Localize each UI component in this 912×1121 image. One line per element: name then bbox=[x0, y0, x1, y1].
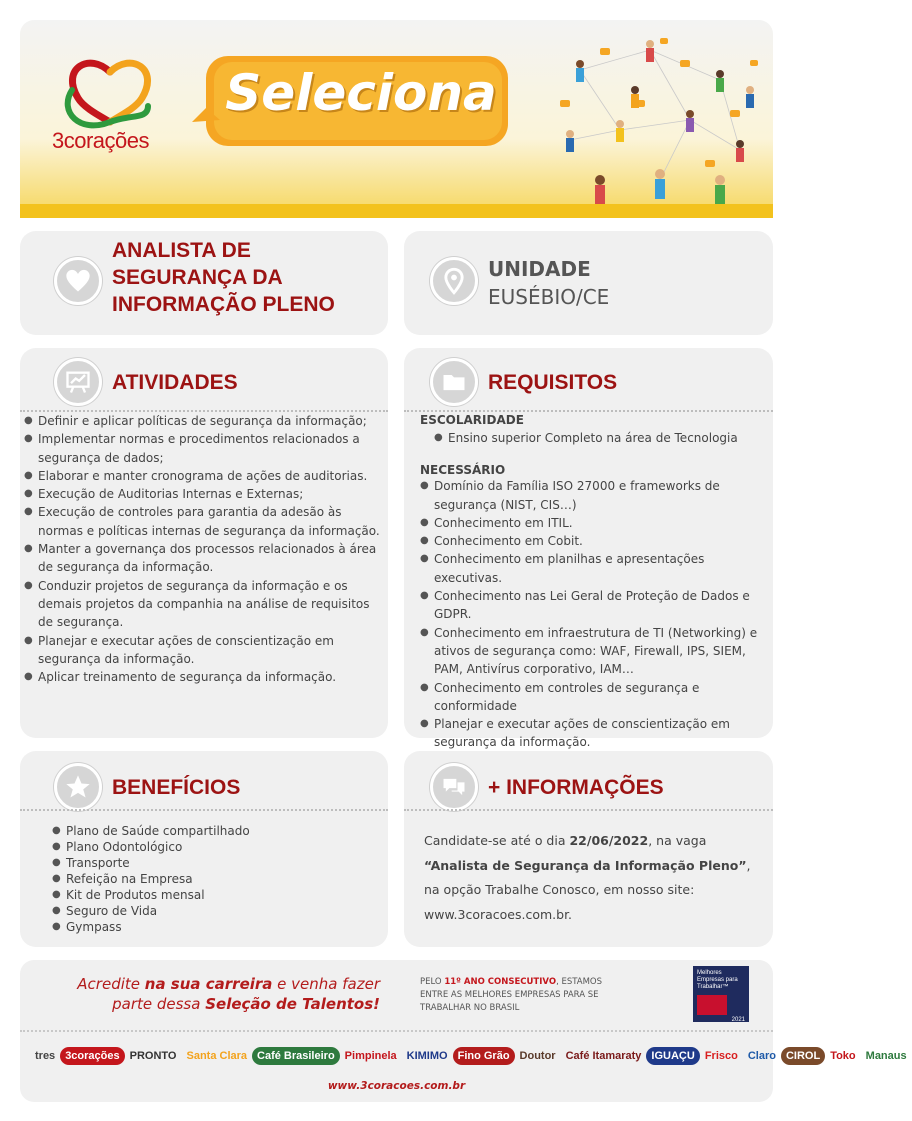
atividades-list bbox=[24, 412, 388, 686]
people-network-illustration-icon bbox=[540, 30, 770, 218]
info-text-1: Candidate-se até o dia bbox=[424, 833, 570, 848]
requisito-item: ● Conhecimento em infraestrutura de TI (Networking) e ativos de segurança como: WAF, Firewall, IPS, SIEM, PAM, Antivírus corporativo, IAM… bbox=[420, 624, 772, 679]
brand-logo: Fino Grão bbox=[453, 1047, 515, 1065]
footer-slogan bbox=[60, 974, 380, 1014]
beneficio-item: ● Seguro de Vida bbox=[52, 903, 372, 919]
info-text-3: , na opção Trabalhe Conosco, em nosso site: bbox=[424, 857, 751, 897]
award-part-1: PELO bbox=[420, 977, 445, 987]
slogan-bold-2: Seleção de Talentos! bbox=[205, 995, 380, 1013]
brand-logo: Café Itamaraty bbox=[565, 1050, 642, 1062]
folder-icon bbox=[440, 368, 468, 396]
star-icon bbox=[64, 773, 92, 801]
logo-text: 3corações bbox=[52, 128, 150, 153]
atividade-item: ● Definir e aplicar políticas de segurança da informação; bbox=[24, 412, 388, 430]
award-text bbox=[420, 976, 620, 1015]
beneficios-card bbox=[20, 751, 388, 947]
location-pin-icon bbox=[440, 267, 468, 295]
requisito-item: ● Conhecimento em Cobit. bbox=[420, 532, 772, 550]
atividade-item: ● Manter a governança dos processos relacionados à área de segurança da informação. bbox=[24, 540, 388, 577]
banner-baseline bbox=[20, 204, 773, 218]
informacoes-icon-circle bbox=[430, 763, 478, 811]
beneficio-item: ● Transporte bbox=[52, 855, 372, 871]
beneficio-item: ● Plano de Saúde compartilhado bbox=[52, 823, 372, 839]
gptw-red-block bbox=[697, 995, 727, 1015]
beneficios-divider bbox=[20, 809, 388, 811]
informacoes-title: + INFORMAÇÕES bbox=[488, 776, 664, 799]
requisitos-icon-circle bbox=[430, 358, 478, 406]
requisito-item: ● Conhecimento em controles de segurança e conformidade bbox=[420, 679, 772, 716]
unit-label: UNIDADE bbox=[488, 257, 591, 281]
gptw-year: 2021 bbox=[731, 1017, 745, 1023]
brand-logo: IGUAÇU bbox=[646, 1047, 699, 1065]
atividade-item: ● Execução de Auditorias Internas e Externas; bbox=[24, 485, 388, 503]
requisito-item: ● Conhecimento em ITIL. bbox=[420, 514, 772, 532]
brand-logo: Manaus bbox=[865, 1050, 907, 1062]
unit-card bbox=[404, 231, 773, 335]
atividade-item: ● Elaborar e manter cronograma de ações de auditorias. bbox=[24, 467, 388, 485]
atividades-icon-circle bbox=[54, 358, 102, 406]
brand-logo: KIMIMO bbox=[406, 1050, 448, 1062]
requisito-item: ● Conhecimento nas Lei Geral de Proteção de Dados e GDPR. bbox=[420, 587, 772, 624]
escolaridade-item: ● Ensino superior Completo na área de Tecnologia bbox=[434, 429, 772, 447]
atividade-item: ● Conduzir projetos de segurança da informação e os demais projetos da companhia na análise de requisitos de segurança. bbox=[24, 577, 388, 632]
atividade-item: ● Aplicar treinamento de segurança da informação. bbox=[24, 668, 388, 686]
careers-site-link[interactable]: www.3coracoes.com.br. bbox=[424, 906, 573, 922]
requisito-item: ● Conhecimento em planilhas e apresentações executivas. bbox=[420, 550, 772, 587]
necessario-label: NECESSÁRIO bbox=[420, 463, 506, 478]
footer-divider bbox=[20, 1030, 773, 1032]
slogan-part-2: e venha fazer parte dessa bbox=[112, 975, 380, 1013]
informacoes-card bbox=[404, 751, 773, 947]
atividade-item: ● Execução de controles para garantia da adesão às normas e políticas internas de segurança da informação. bbox=[24, 503, 388, 540]
brand-logo: PRONTO bbox=[129, 1050, 177, 1062]
beneficios-list bbox=[52, 823, 372, 935]
slogan-part-1: Acredite bbox=[77, 975, 145, 993]
brand-logo: Claro bbox=[747, 1050, 776, 1062]
brand-logo: Santa Clara bbox=[186, 1050, 248, 1062]
requisitos-divider bbox=[404, 410, 773, 412]
atividades-card bbox=[20, 348, 388, 738]
chart-board-icon bbox=[64, 368, 92, 396]
heart-icon bbox=[64, 267, 92, 295]
footer-site[interactable]: www.3coracoes.com.br bbox=[327, 1080, 466, 1092]
brand-logo: Toko bbox=[830, 1050, 856, 1062]
job-icon-circle bbox=[54, 257, 102, 305]
gptw-text: Melhores Empresas para Trabalhar™ bbox=[697, 970, 738, 990]
brand-logo: CIROL bbox=[781, 1047, 825, 1065]
job-title: ANALISTA DE SEGURANÇA DA INFORMAÇÃO PLENO bbox=[112, 239, 335, 316]
brand-logo: tres bbox=[35, 1050, 56, 1062]
informacoes-text bbox=[424, 829, 754, 927]
banner-title: Seleciona bbox=[225, 64, 497, 122]
footer bbox=[20, 960, 907, 1102]
requisitos-card bbox=[404, 348, 773, 750]
requisito-item: ● Planejar e executar ações de conscientização em segurança da informação. bbox=[420, 715, 772, 752]
brand-logo: Doutor bbox=[519, 1050, 556, 1062]
unit-value: EUSÉBIO/CE bbox=[488, 285, 610, 309]
application-deadline: 22/06/2022 bbox=[569, 833, 649, 848]
beneficio-item: ● Gympass bbox=[52, 919, 372, 935]
beneficio-item: ● Refeição na Empresa bbox=[52, 871, 372, 887]
info-text-2: , na vaga bbox=[648, 833, 707, 848]
escolaridade-label: ESCOLARIDADE bbox=[420, 413, 524, 427]
necessario-list bbox=[420, 477, 772, 770]
beneficios-title: BENEFÍCIOS bbox=[112, 776, 241, 799]
brands-row bbox=[30, 1038, 907, 1074]
brand-logo: Frisco bbox=[704, 1050, 738, 1062]
beneficios-icon-circle bbox=[54, 763, 102, 811]
escolaridade-list bbox=[420, 429, 772, 447]
atividade-item: ● Planejar e executar ações de conscientização em segurança da informação. bbox=[24, 632, 388, 669]
slogan-bold-1: na sua carreira bbox=[144, 975, 273, 993]
award-part-2: , ESTAMOS ENTRE AS MELHORES EMPRESAS PARA SE TRABALHAR NO BRASIL bbox=[420, 977, 602, 1013]
requisito-item: ● Domínio da Família ISO 27000 e frameworks de segurança (NIST, CIS…) bbox=[420, 477, 772, 514]
three-hearts-logo-icon bbox=[50, 50, 170, 180]
header-banner bbox=[20, 20, 773, 218]
beneficio-item: ● Kit de Produtos mensal bbox=[52, 887, 372, 903]
chat-bubbles-icon bbox=[440, 773, 468, 801]
atividades-title: ATIVIDADES bbox=[112, 371, 238, 394]
unit-icon-circle bbox=[430, 257, 478, 305]
brand-logo: Café Brasileiro bbox=[252, 1047, 340, 1065]
brand-logo: Pimpinela bbox=[344, 1050, 397, 1062]
requisitos-title: REQUISITOS bbox=[488, 371, 618, 394]
informacoes-divider bbox=[404, 809, 773, 811]
beneficio-item: ● Plano Odontológico bbox=[52, 839, 372, 855]
gptw-badge bbox=[693, 966, 749, 1022]
requisitos-content bbox=[420, 413, 772, 770]
job-title-card bbox=[20, 231, 388, 335]
vaga-name: “Analista de Segurança da Informação Pleno” bbox=[424, 857, 747, 873]
brand-logo: 3corações bbox=[60, 1047, 124, 1065]
atividade-item: ● Implementar normas e procedimentos relacionados a segurança de dados; bbox=[24, 430, 388, 467]
award-bold: 11º ANO CONSECUTIVO bbox=[444, 977, 557, 987]
